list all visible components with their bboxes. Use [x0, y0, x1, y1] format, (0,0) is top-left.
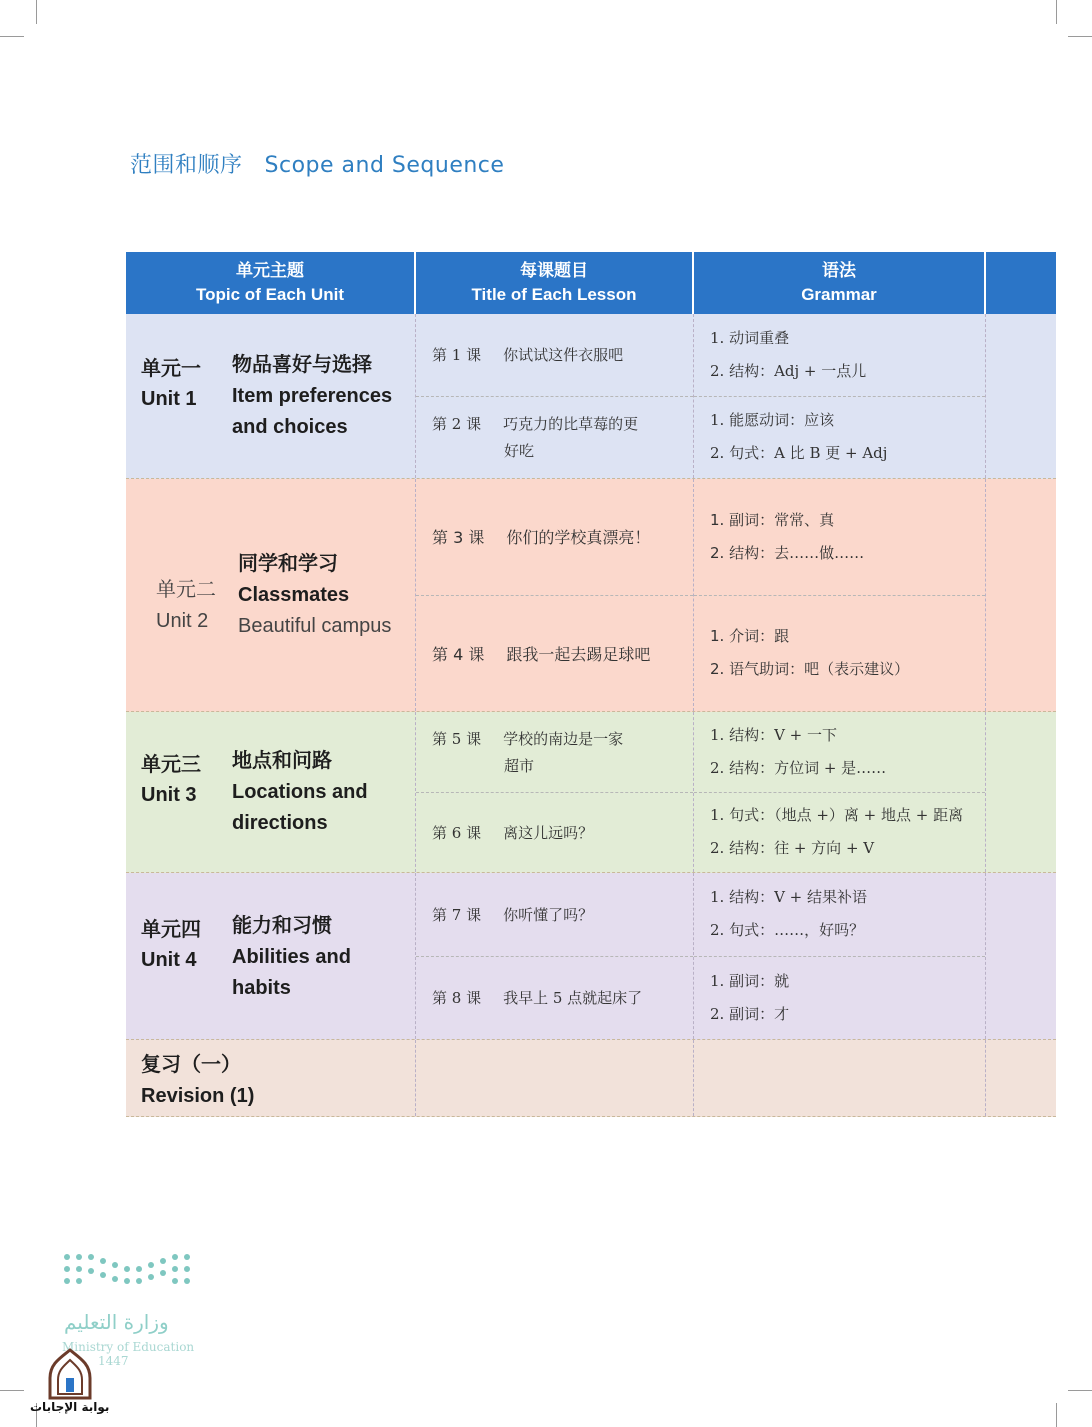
revision-cell — [126, 1040, 416, 1116]
page-title-zh: 范围和顺序 — [130, 153, 243, 178]
unit-topic: 能力和习惯 Abilities and habits — [232, 915, 351, 999]
crop-mark — [1056, 1403, 1057, 1427]
lesson-item: 第 6 课 离这儿远吗？ — [416, 792, 693, 873]
unit-topic-cell — [126, 712, 416, 872]
unit-topic-cell — [126, 479, 416, 711]
grammar-item: 1. 动词重叠 2. 结构：Adj + 一点儿 — [710, 328, 867, 380]
grammar-item: 1. 介词：跟 2. 语气助词：吧（表示建议） — [694, 595, 985, 712]
header-lesson: 每课题目 Title of Each Lesson — [416, 252, 694, 314]
lesson-item: 第 3 课 你们的学校真漂亮！ — [432, 528, 651, 548]
page-title-en: Scope and Sequence — [264, 153, 505, 178]
grammar-item: 1. 副词：常常、真 2. 结构：去……做…… — [710, 510, 865, 562]
grammar-item: 1. 能愿动词：应该 2. 句式：A 比 B 更 + Adj — [694, 396, 985, 479]
unit-topic: 同学和学习 Classmates Beautiful campus — [238, 553, 392, 637]
scope-sequence-table — [126, 252, 1056, 1117]
crop-mark — [36, 0, 37, 24]
grammar-item: 1. 副词：就 2. 副词：才 — [694, 956, 985, 1040]
crop-mark — [1068, 1390, 1092, 1391]
unit-label: 单元三 Unit 3 — [141, 754, 201, 806]
lesson-item: 第 7 课 你听懂了吗？ — [432, 905, 594, 924]
unit-topic-cell — [126, 873, 416, 1039]
revision-row — [126, 1040, 1056, 1117]
lesson-item: 第 4 课 跟我一起去踢足球吧 — [416, 595, 693, 712]
logo-english-text: Ministry of Education 1447 — [62, 1340, 195, 1368]
crop-mark — [0, 36, 24, 37]
unit-row — [126, 873, 1056, 1040]
unit-label: 单元二 Unit 2 — [156, 579, 216, 632]
unit-row — [126, 314, 1056, 479]
unit-topic-cell — [126, 314, 416, 478]
grammar-item: 1. 句式：（地点 +）离 + 地点 + 距离 2. 结构：往 + 方向 + V — [694, 792, 985, 873]
lesson-item: 第 8 课 我早上 5 点就起床了 — [416, 956, 693, 1040]
grammar-cell — [694, 873, 986, 1039]
lesson-item: 第 5 课 学校的南边是一家 超市 — [432, 729, 624, 775]
unit-row — [126, 712, 1056, 873]
grammar-item: 1. 结构：V + 一下 2. 结构：方位词 + 是…… — [710, 725, 887, 777]
unit-topic: 地点和问路 Locations and directions — [232, 750, 368, 834]
crop-mark — [1056, 0, 1057, 24]
crop-mark — [1068, 36, 1092, 37]
table-header — [126, 252, 1056, 314]
unit-topic: 物品喜好与选择 Item preferences and choices — [232, 354, 393, 438]
grammar-item: 1. 结构：V + 结果补语 2. 句式：……，好吗？ — [710, 888, 868, 940]
grammar-cell — [694, 314, 986, 478]
page-title — [130, 148, 504, 179]
header-grammar: 语法 Grammar — [694, 252, 986, 314]
logo-arabic-text: وزارة التعليم — [64, 1310, 169, 1334]
unit-label: 单元四 Unit 4 — [141, 919, 201, 971]
unit-row — [126, 479, 1056, 712]
header-spacer — [986, 252, 1056, 314]
crop-mark — [0, 1390, 24, 1391]
grammar-cell — [694, 479, 986, 711]
watermark-text: بوابة الإجابات — [30, 1400, 110, 1414]
revision-label: 复习（一） Revision (1) — [141, 1054, 255, 1107]
site-watermark — [30, 1348, 110, 1418]
lessons-cell — [416, 712, 694, 872]
unit-label: 单元一 Unit 1 — [141, 358, 201, 410]
lessons-cell — [416, 314, 694, 478]
mosque-icon — [46, 1348, 94, 1400]
grammar-cell — [694, 712, 986, 872]
lesson-item: 第 1 课 你试试这件衣服吧 — [432, 346, 624, 365]
lessons-cell — [416, 479, 694, 711]
lesson-item: 第 2 课 巧克力的比草莓的更 好吃 — [416, 396, 693, 479]
lessons-cell — [416, 873, 694, 1039]
header-topic: 单元主题 Topic of Each Unit — [126, 252, 416, 314]
